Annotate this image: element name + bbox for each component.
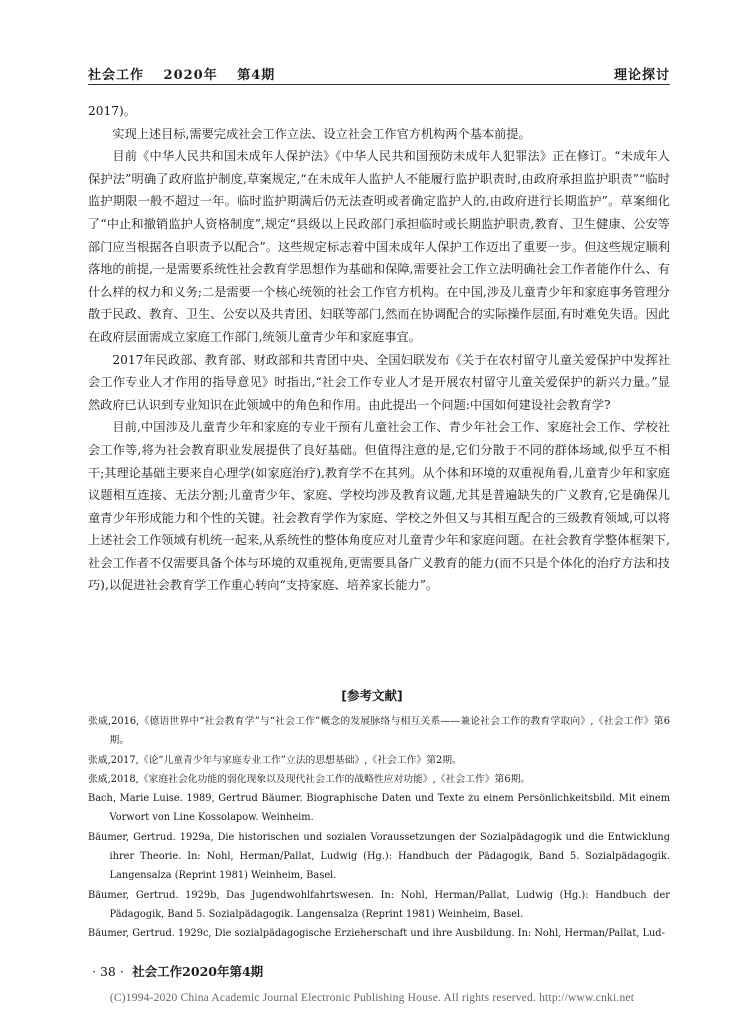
reference-item: 张威,2016,《德语世界中“社会教育学”与“社会工作”概念的发展脉络与相互关系——兼论社会工作的教育学取向》,《社会工作》第6期。	[88, 716, 670, 747]
header-journal-info	[88, 64, 289, 83]
header-divider	[88, 84, 670, 85]
references-heading: [参考文献]	[341, 688, 403, 703]
reference-item: 张威,2018,《家庭社会化功能的弱化现象以及现代社会工作的战略性应对功能》,《社会工作》第6期。	[88, 773, 531, 785]
header-journal: 社会工作	[88, 68, 145, 83]
reference-item: Bach, Marie Luise. 1989, Gertrud Bäumer. Biographische Daten und Texte zu einem Persönlichkeitsbild. Mit einem Vorwort von Line Kossolapow. Weinheim.	[88, 793, 670, 824]
reference-item: 张威,2017,《论“儿童青少年与家庭专业工作”立法的思想基础》,《社会工作》第2期。	[88, 754, 462, 766]
running-header	[88, 62, 670, 84]
header-section: 理论探讨	[613, 68, 670, 83]
reference-item: Bäumer, Gertrud. 1929c, Die sozialpädagogische Erzieherschaft und ihre Ausbildung. In: Nohl, Herman/Pallat, Lud-	[88, 928, 665, 940]
article-body	[88, 100, 670, 597]
header-year: 2020年	[163, 68, 218, 83]
paragraph: 实现上述目标,需要完成社会工作立法、设立社会工作官方机构两个基本前提。	[112, 126, 531, 141]
references-list	[88, 712, 670, 944]
copyright-notice: (C)1994-2020 China Academic Journal Electronic Publishing House. All rights reserved. http://www.cnki.net	[109, 992, 635, 1004]
header-issue: 第4期	[237, 68, 276, 83]
footer-journal-issue: 社会工作2020年第4期	[132, 964, 264, 979]
paragraph: 2017年民政部、教育部、财政部和共青团中央、全国妇联发布《关于在农村留守儿童关爱保护中发挥社会工作专业人才作用的指导意见》时指出,“社会工作专业人才是开展农村留守儿童关爱保护的新兴力量。”显然政府已认识到专业知识在此领域中的角色和作用。由此提出一个问题:中国如何建设社会教育学?	[88, 352, 670, 412]
paragraph: 目前,中国涉及儿童青少年和家庭的专业干预有儿童社会工作、青少年社会工作、家庭社会工作、学校社会工作等,将为社会教育职业发展提供了良好基础。但值得注意的是,它们分散于不同的群体场域,似乎互不相干;其理论基础主要来自心理学(如家庭治疗),教育学不在其列。从个体和环境的双重视角看,儿童青少年和家庭议题相互连接、无法分割;儿童青少年、家庭、学校均涉及教育议题,尤其是普遍缺失的广义教育,它是确保儿童青少年形成能力和个性的关键。社会教育学作为家庭、学校之外但又与其相互配合的三级教育领域,可以将上述社会工作领域有机统一起来,从系统性的整体角度应对儿童青少年和家庭问题。在社会教育学整体框架下,社会工作者不仅需要具备个体与环境的双重视角,更需要具备广义教育的能力(而不只是个体化的治疗方法和技巧),以促进社会教育学工作重心转向“支持家庭、培养家长能力”。	[88, 420, 670, 593]
paragraph: 2017)。	[88, 104, 136, 118]
reference-item: Bäumer, Gertrud. 1929a, Die historischen und sozialen Voraussetzungen der Sozialpädagogik und die Entwicklung ihrer Theorie. In: Nohl, Herman/Pallat, Ludwig (Hg.): Handbuch der Pädagogik, Band 5. Sozialpädagogik. Langensalza (Reprint 1981) Weinheim, Basel.	[88, 831, 670, 882]
reference-item: Bäumer, Gertrud. 1929b, Das Jugendwohlfahrtswesen. In: Nohl, Herman/Pallat, Ludwig (Hg.): Handbuch der Pädagogik, Band 5. Sozialpädagogik. Langensalza (Reprint 1981) Weinheim, Basel.	[88, 889, 670, 920]
paragraph: 目前《中华人民共和国未成年人保护法》《中华人民共和国预防未成年人犯罪法》正在修订。“未成年人保护法”明确了政府监护制度,草案规定,“在未成年人监护人不能履行监护职责时,由政府承担监护职责”“临时监护期限一般不超过一年。临时监护期满后仍无法查明或者确定监护人的,由政府进行长期监护”。草案细化了“中止和撤销监护人资格制度”,规定“县级以上民政部门承担临时或长期监护职责,教育、卫生健康、公安等部门应当根据各自职责予以配合”。这些规定标志着中国未成年人保护工作迈出了重要一步。但这些规定顺利落地的前提,一是需要系统性社会教育学思想作为基础和保障,需要社会工作立法明确社会工作者能作什么、有什么样的权力和义务;二是需要一个核心统领的社会工作官方机构。在中国,涉及儿童青少年和家庭事务管理分散于民政、教育、卫生、公安以及共青团、妇联等部门,然而在协调配合的实际操作层面,有时难免失语。因此在政府层面需成立家庭工作部门,统领儿童青少年和家庭事宜。	[88, 149, 670, 344]
page-number: · 38 ·	[92, 964, 124, 979]
page-footer	[92, 962, 263, 980]
